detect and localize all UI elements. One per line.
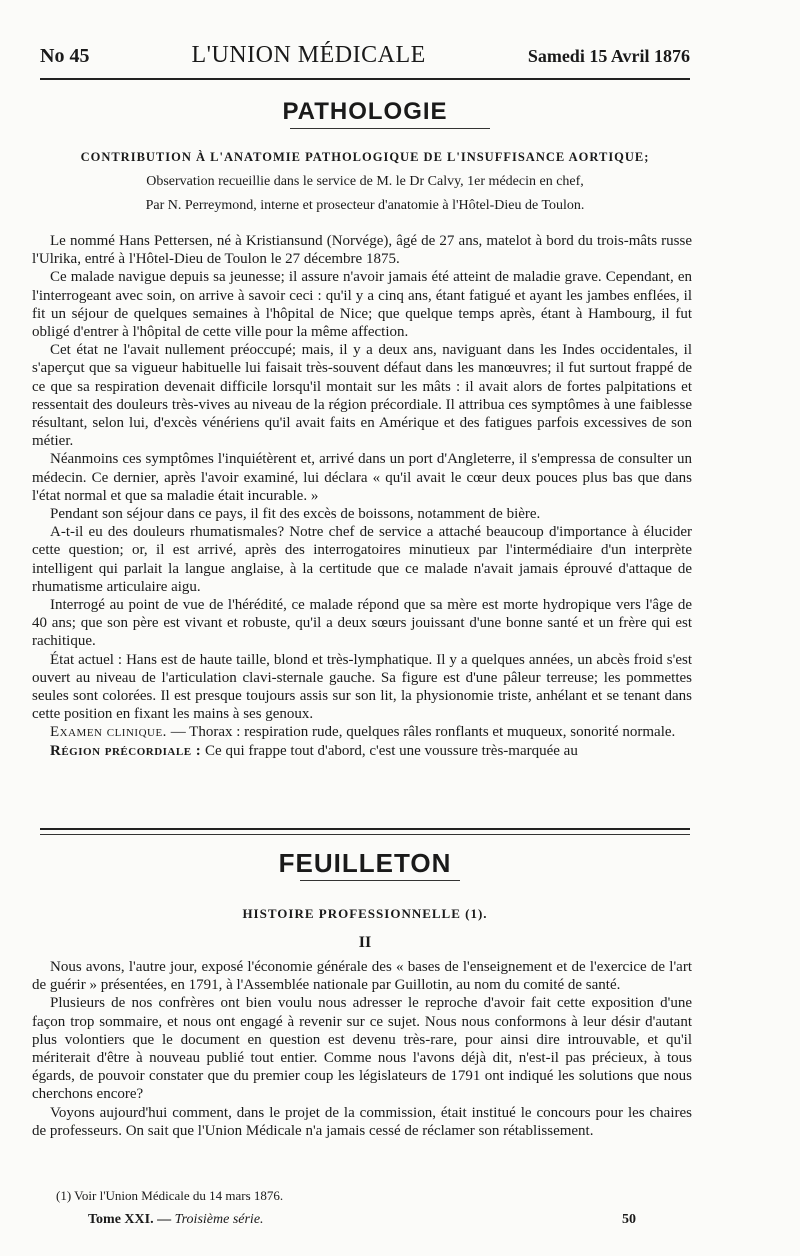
region-paragraph	[32, 742, 692, 760]
issue-date: Samedi 15 Avril 1876	[527, 46, 690, 66]
exam-text: — Thorax : respiration rude, quelques râles ronflants et muqueux, sonorité normale.	[166, 724, 676, 741]
feuilleton-subheading: HISTOIRE PROFESSIONNELLE (1).	[242, 906, 488, 921]
heading-underline	[300, 880, 460, 881]
paragraph: Cet état ne l'avait nullement préoccupé; mais, il y a deux ans, naviguant dans les Indes occidentales, il s'aperçut que sa vigueur habituelle lui faisait très-souvent défaut dans les manœuvres; il fut surtout frappé de ce que sa respiration devenait difficile lorsqu'il montait sur les mâts : il avait alors de fortes palpitations et ressentait des douleurs très-vives au niveau de la région précordiale. Il attribua ces symptômes à une faiblesse résultant, selon lui, d'excès vénériens qu'il avait faits en Amérique et des fatigues parfois excessives de son métier.	[32, 342, 692, 450]
section-heading-pathologie: PATHOLOGIE	[282, 98, 448, 125]
exam-label: Examen clinique.	[50, 724, 167, 741]
footer-volume-line	[88, 1212, 264, 1228]
paragraph: A-t-il eu des douleurs rhumatismales? Notre chef de service a attaché beaucoup d'importance à élucider cette question; or, il est arrivé, après des interrogatoires minutieux par l'intermédiaire d'un interprète intelligent qui parlait la langue anglaise, à la certitude que ce malade n'avait jamais éprouvé d'attaque de rhumatisme articulaire aigu.	[32, 524, 692, 595]
article-title: CONTRIBUTION À L'ANATOMIE PATHOLOGIQUE DE L'INSUFFISANCE AORTIQUE;	[80, 150, 650, 164]
paragraph: Néanmoins ces symptômes l'inquiétèrent et, arrivé dans un port d'Angleterre, il s'empressa de consulter un médecin. Ce dernier, après l'avoir examiné, lui déclara « qu'il avait le cœur deux pouces plus bas que dans l'état normal et que sa maladie était incurable. »	[32, 451, 692, 504]
paragraph: État actuel : Hans est de haute taille, blond et très-lymphatique. Il y a quelques années, un abcès froid s'est ouvert au niveau de l'articulation clavi-sternale gauche. Sa figure est d'une pâleur terreuse; les pommettes seules sont colorées. Il est presque toujours assis sur son lit, la physionomie triste, anhélant et se tenant dans cette position en fixant les mains à ses genoux.	[32, 651, 692, 723]
journal-title: L'UNION MÉDICALE	[191, 42, 426, 68]
page-footer	[88, 1212, 636, 1228]
paragraph: Plusieurs de nos confrères ont bien voulu nous adresser le reproche d'avoir fait cette exposition d'une façon trop sommaire, et nous ont engagé à revenir sur ce sujet. Nous nous conformons à leur désir d'autant plus volontiers que le document en question est devenu très-rare, pour ainsi dire introuvable, et qu'il mériterait d'être à nouveau publié tout entier. Comme nous l'avons déjà dit, n'est-il pas précieux, à tous égards, de pouvoir constater que du premier coup les législateurs de 1791 ont indiqué les solutions que nous cherchons encore?	[32, 995, 692, 1103]
paragraph: Nous avons, l'autre jour, exposé l'économie générale des « bases de l'enseignement et de l'exercice de l'art de guérir » présentées, en 1791, à l'Assemblée nationale par Guillotin, au nom du comité de santé.	[32, 959, 692, 994]
volume-label: Tome XXI. —	[88, 1212, 172, 1227]
region-label: Région précordiale :	[50, 742, 202, 759]
footnote: (1) Voir l'Union Médicale du 14 mars 1876.	[56, 1188, 284, 1203]
masthead	[40, 42, 690, 74]
feuilleton-body	[32, 958, 692, 1140]
series-label: Troisième série.	[174, 1212, 264, 1227]
paragraph: Le nommé Hans Pettersen, né à Kristiansund (Norvége), âgé de 27 ans, matelot à bord du trois-mâts russe l'Ulrika, entré à l'Hôtel-Dieu de Toulon le 27 décembre 1875.	[32, 233, 692, 268]
paragraph: Ce malade navigue depuis sa jeunesse; il assure n'avoir jamais été atteint de maladie grave. Cependant, en l'interrogeant avec soin, on arrive à savoir ceci : qu'il y a cinq ans, étant fatigué et ayant les jambes enflées, il fit un séjour de quelques semaines à l'hôpital de Nice; que quelque temps après, étant à Hambourg, il fut obligé d'entrer à l'hôpital de cette ville pour la même affection.	[32, 269, 692, 341]
article-author: Par N. Perreymond, interne et prosecteur d'anatomie à l'Hôtel-Dieu de Toulon.	[145, 198, 585, 213]
section-divider-thin	[40, 834, 690, 835]
page-number: 50	[622, 1212, 636, 1227]
article-body	[32, 232, 692, 760]
exam-paragraph	[32, 723, 692, 741]
paragraph: Voyons aujourd'hui comment, dans le projet de la commission, était institué le concours pour les chaires de professeurs. On sait que l'Union Médicale n'a jamais cessé de réclamer son rétablissement.	[32, 1104, 692, 1139]
section-divider	[40, 828, 690, 830]
paragraph: Pendant son séjour dans ce pays, il fit des excès de boissons, notamment de bière.	[50, 506, 541, 523]
chapter-number: II	[358, 934, 372, 951]
heading-underline	[290, 128, 490, 129]
region-text: Ce qui frappe tout d'abord, c'est une voussure très-marquée au	[201, 742, 578, 759]
issue-number: No 45	[40, 45, 90, 67]
section-heading-feuilleton: FEUILLETON	[278, 848, 452, 878]
paragraph: Interrogé au point de vue de l'hérédité, ce malade répond que sa mère est morte hydropique vers l'âge de 40 ans; que son père est vivant et robuste, qu'il a deux sœurs jouissant d'une bonne santé et un frère qui est rachitique.	[32, 597, 692, 650]
article-subtitle: Observation recueillie dans le service de M. le Dr Calvy, 1er médecin en chef,	[146, 174, 584, 189]
masthead-rule	[40, 78, 690, 80]
